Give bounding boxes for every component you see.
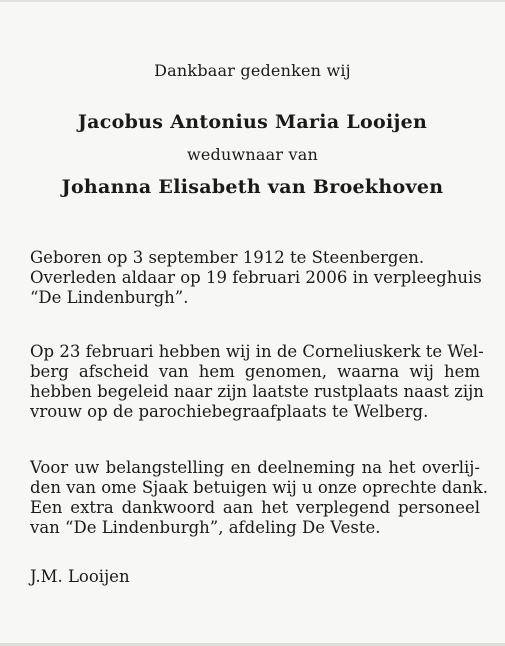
paragraph-line: Voor uw belangstelling en deelneming na het overlij- — [30, 458, 480, 477]
paragraph-line: Geboren op 3 september 1912 te Steenbergen. — [30, 248, 425, 267]
paragraph-line: den van ome Sjaak betuigen wij u onze oprechte dank. — [30, 478, 489, 497]
paragraph-line: Op 23 februari hebben wij in de Corneliuskerk te Wel- — [30, 342, 484, 361]
paragraph-line: van “De Lindenburgh”, afdeling De Veste. — [30, 518, 381, 537]
relation-text: weduwnaar van — [186, 145, 318, 164]
deceased-name: Jacobus Antonius Maria Looijen — [77, 111, 428, 133]
life-dates-paragraph — [30, 248, 480, 308]
spouse-name: Johanna Elisabeth van Broekhoven — [61, 176, 444, 198]
paragraph-line: vrouw op de parochiebegraafplaats te Welberg. — [30, 402, 429, 421]
intro-text: Dankbaar gedenken wij — [154, 61, 351, 80]
signature: J.M. Looijen — [30, 567, 130, 586]
paragraph-line: Overleden aldaar op 19 februari 2006 in verpleeghuis — [30, 268, 482, 287]
funeral-paragraph — [30, 342, 484, 422]
card-top-edge — [0, 0, 505, 2]
paragraph-line: “De Lindenburgh”. — [30, 288, 189, 307]
paragraph-line: berg afscheid van hem genomen, waarna wij hem — [30, 362, 480, 381]
paragraph-line: hebben begeleid naar zijn laatste rustplaats naast zijn — [30, 382, 484, 401]
thanks-paragraph — [30, 458, 489, 538]
paragraph-line: Een extra dankwoord aan het verplegend personeel — [30, 498, 480, 517]
